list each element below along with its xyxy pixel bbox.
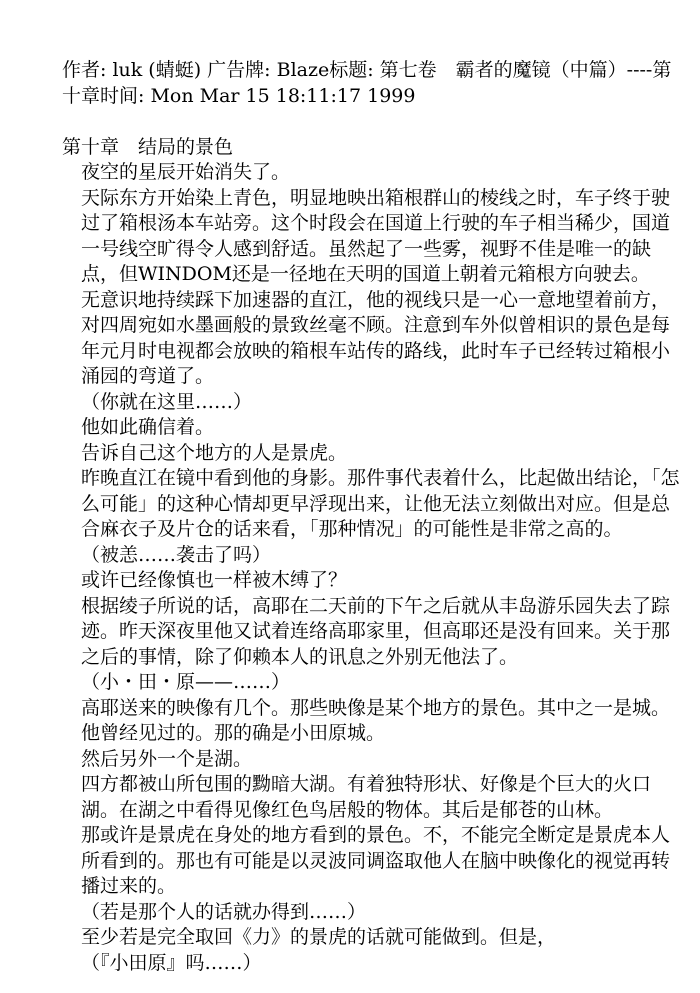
dialogue-line: （『小田原』吗……） [81, 951, 262, 974]
paragraph: 昨晚直江在镜中看到他的身影。那件事代表着什么，比起做出结论，「怎么可能」的这种心情却更早浮现出来，让他无法立刻做出对应。但是总合麻衣子及片仓的话来看，「那种情况」的可能性是非常之高的。 [81, 467, 680, 540]
dialogue-line: （你就在这里……） [81, 390, 253, 413]
chapter-body [62, 160, 682, 976]
paragraph: 高耶送来的映像有几个。那些映像是某个地方的景色。其中之一是城。他曾经见过的。那的确是小田原城。 [81, 696, 671, 744]
dialogue-line: （若是那个人的话就办得到……） [81, 900, 367, 923]
paragraph: 或许已经像慎也一样被木缚了？ [81, 569, 348, 591]
paragraph: 四方都被山所包围的黝暗大湖。有着独特形状、好像是个巨大的火口湖。在湖之中看得见像红色鸟居般的物体。其后是郁苍的山林。 [81, 773, 652, 821]
paragraph: 然后另外一个是湖。 [81, 747, 253, 770]
paragraph: 天际东方开始染上青色，明显地映出箱根群山的棱线之时，车子终于驶过了箱根汤本车站旁。这个时段会在国道上行驶的车子相当稀少，国道一号线空旷得令人感到舒适。虽然起了一些雾，视野不佳是唯一的缺点，但WINDOM还是一径地在天明的国道上朝着元箱根方向驶去。 [81, 186, 671, 285]
dialogue-line: （小・田・原——……） [81, 671, 291, 693]
paragraph: 他如此确信着。 [81, 416, 215, 438]
paragraph: 告诉自己这个地方的人是景虎。 [81, 441, 348, 464]
post-header: 作者: luk (蜻蜓) 广告牌: Blaze标题: 第七卷 霸者的魔镜（中篇）----第十章时间: Mon Mar 15 18:11:17 1999 [62, 59, 672, 107]
paragraph: 根据绫子所说的话，高耶在二天前的下午之后就从丰岛游乐园失去了踪迹。昨天深夜里他又试着连络高耶家里，但高耶还是没有回来。关于那之后的事情，除了仰赖本人的讯息之外别无他法了。 [81, 594, 671, 668]
spacer [62, 109, 682, 135]
chapter-title: 第十章 结局的景色 [62, 135, 234, 158]
document-page [62, 58, 682, 976]
paragraph: 夜空的星辰开始消失了。 [81, 161, 291, 183]
paragraph: 那或许是景虎在身处的地方看到的景色。不，不能完全断定是景虎本人所看到的。那也有可能是以灵波同调盗取他人在脑中映像化的视觉再转播过来的。 [81, 824, 671, 897]
paragraph: 无意识地持续踩下加速器的直江，他的视线只是一心一意地望着前方，对四周宛如水墨画般的景致丝毫不顾。注意到车外似曾相识的景色是每年元月时电视都会放映的箱根车站传的路线，此时车子已经转过箱根小涌园的弯道了。 [81, 288, 671, 387]
paragraph: 至少若是完全取回《力》的景虎的话就可能做到。但是， [81, 926, 557, 948]
dialogue-line: （被恙……袭击了吗） [81, 543, 272, 566]
